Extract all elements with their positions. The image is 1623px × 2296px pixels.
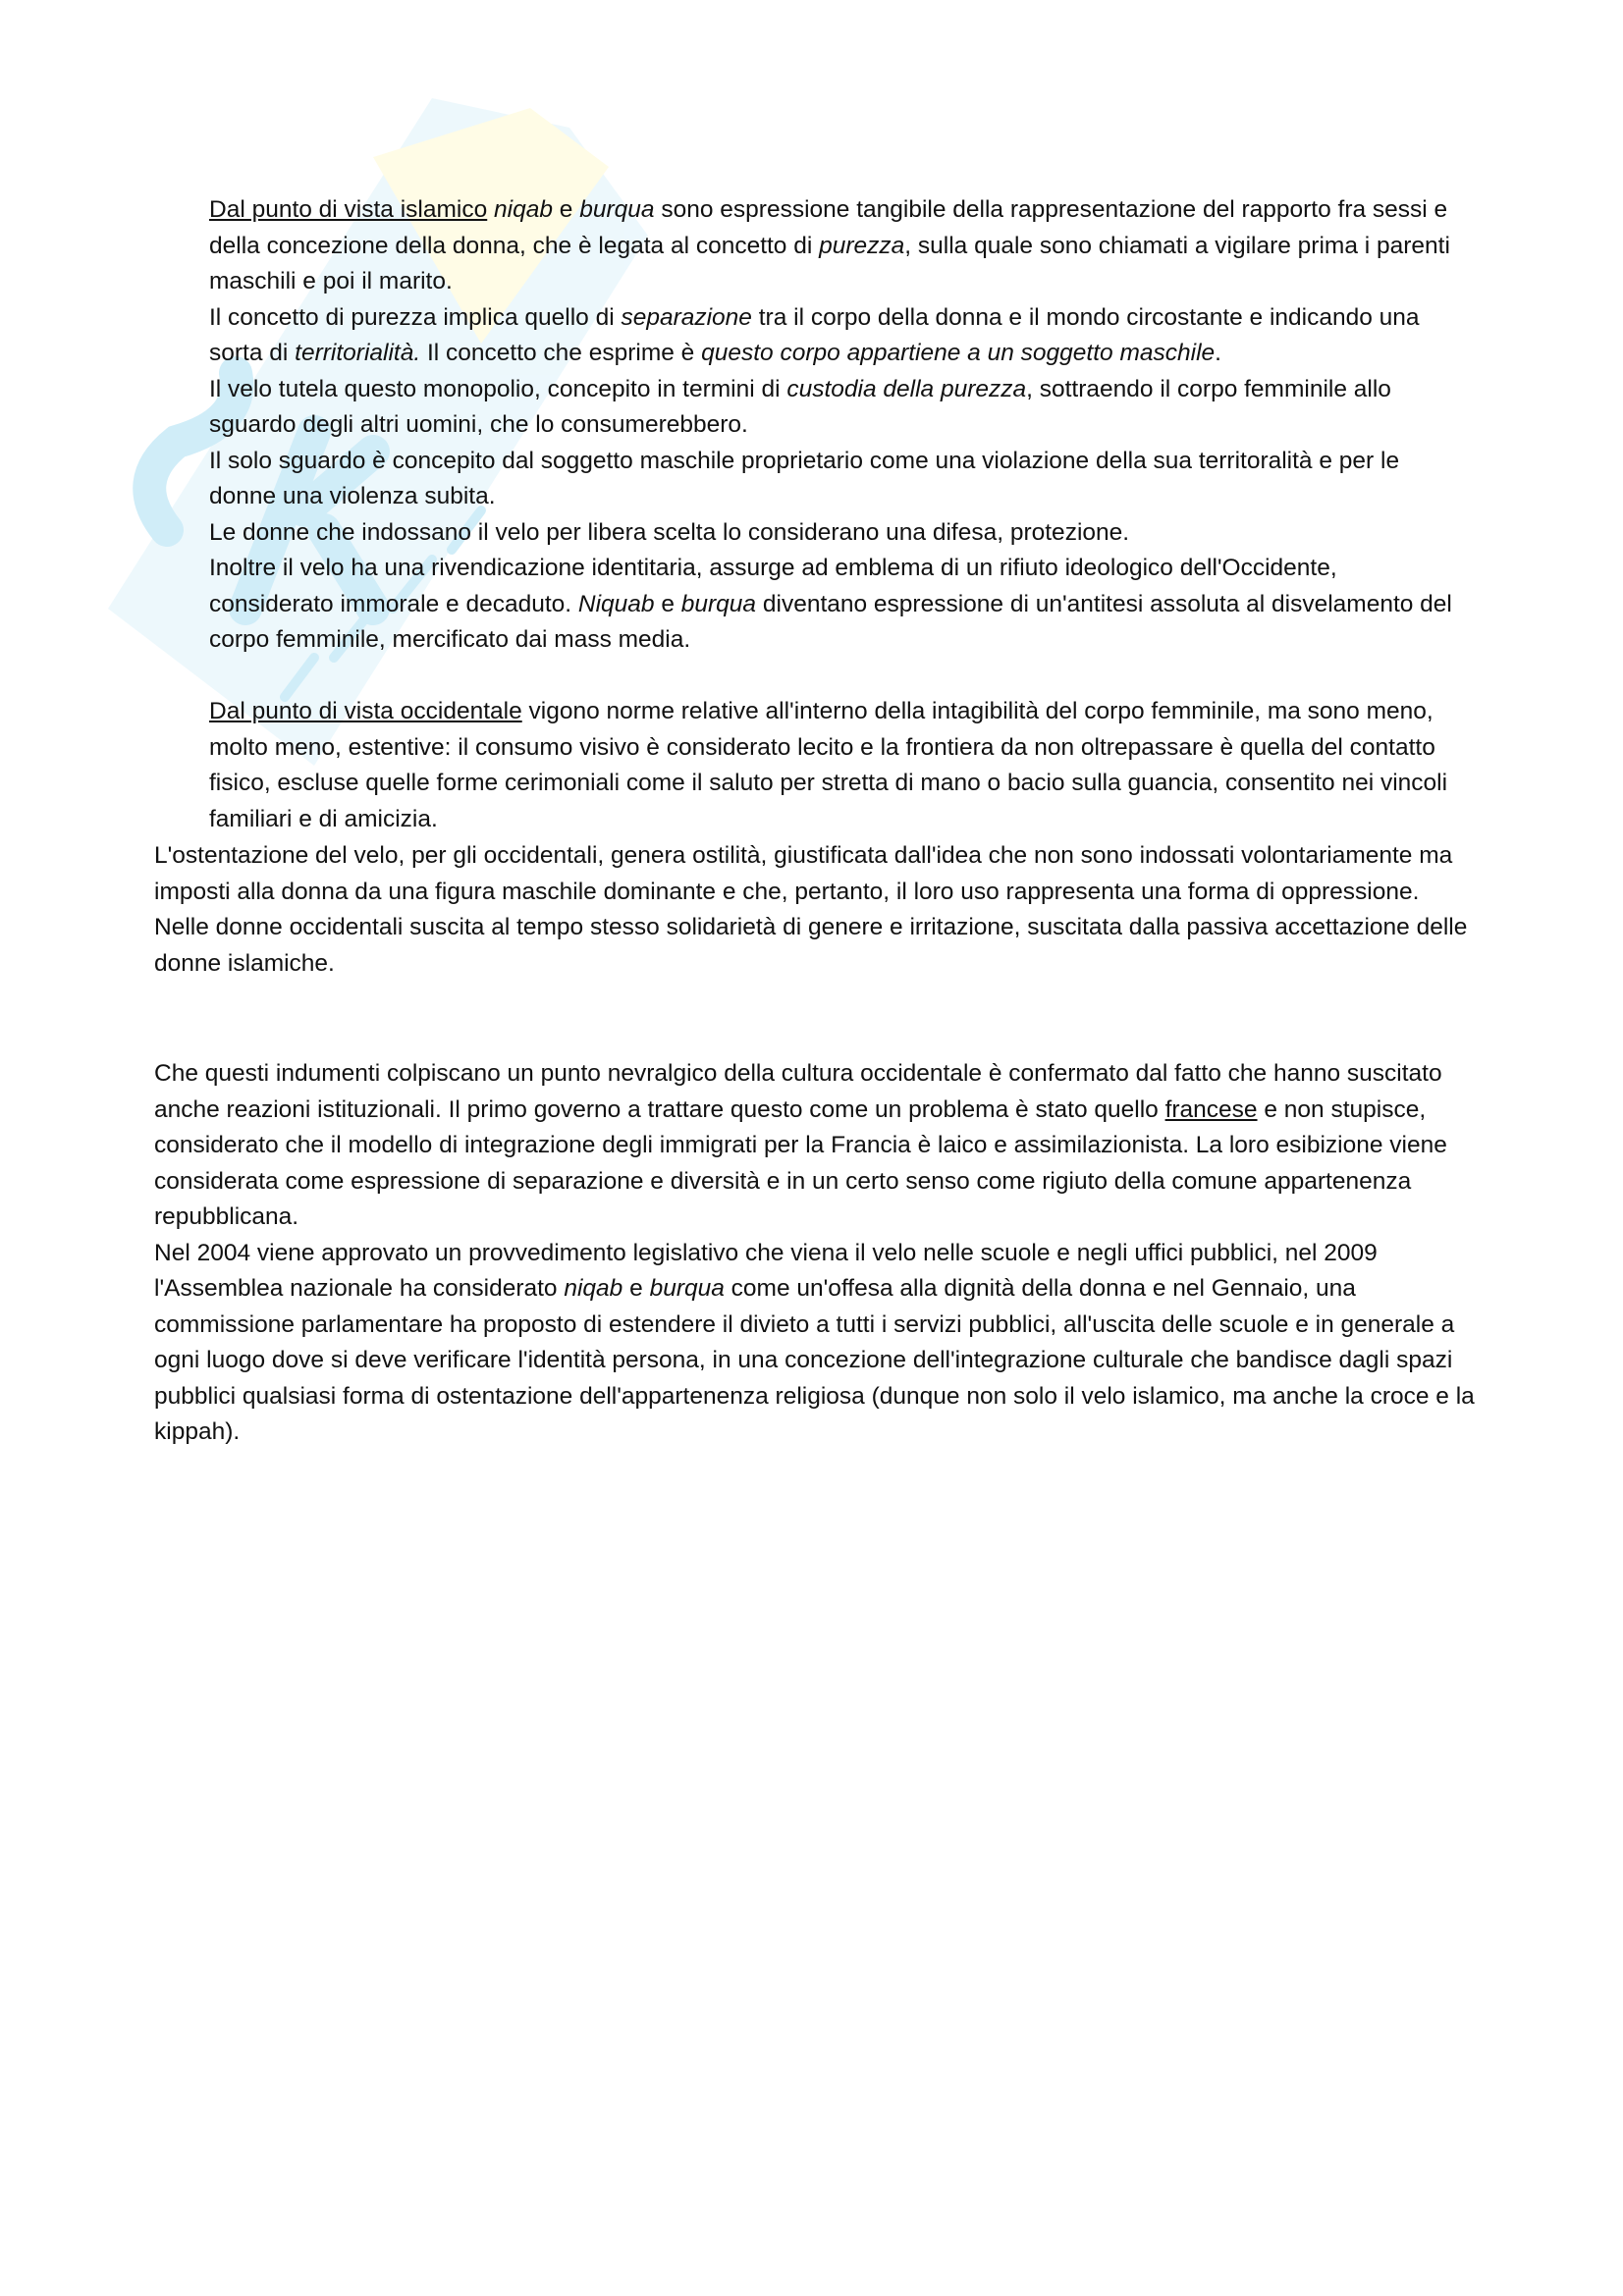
text-run: maschili e poi il marito. [209,268,453,294]
text-line [154,1308,1489,1344]
text-line [209,802,1486,838]
text-run: diventano espressione di un'antitesi assoluta al disvelamento del [756,590,1452,617]
paragraph-ostentation [154,838,1489,982]
text-run: molto meno, estentive: il consumo visivo è considerato lecito e la frontiera da non oltrepassare è quella del contatto [209,733,1435,761]
text-run: imposti alla donna da una figura maschile dominante e che, pertanto, il loro uso rappresenta una forma di oppressione. [154,878,1420,905]
text-run: Le donne che indossano il velo per libera scelta lo considerano una difesa, protezione. [209,518,1130,546]
text-run: L'ostentazione del velo, per gli occidentali, genera ostilità, giustificata dall'idea che non sono indossati volontariamente ma [154,842,1453,869]
text-run: vigono norme relative all'interno della intagibilità del corpo femminile, ma sono meno, [521,698,1434,724]
text-run: come un'offesa alla dignità della donna e nel Gennaio, una [724,1275,1356,1302]
italic-text: questo corpo appartiene a un soggetto maschile [701,340,1216,366]
text-run: sguardo degli altri uomini, che lo consumerebbero. [209,411,748,438]
text-line [209,622,1486,659]
text-line [154,1164,1489,1201]
text-line [209,479,1486,515]
text-line [154,1415,1489,1451]
text-line [154,1271,1489,1308]
text-run: kippah). [154,1418,241,1445]
text-run: e non stupisce, [1257,1095,1427,1123]
text-run: della concezione della donna, che è legata al concetto di [209,232,820,259]
text-line [209,515,1486,552]
text-line [154,1093,1489,1129]
text-line [154,1343,1489,1379]
italic-text: separazione [621,303,752,331]
text-run: , sulla quale sono chiamati a vigilare prima i parenti [904,232,1450,259]
underlined-text: francese [1164,1095,1258,1123]
text-run: l'Assemblea nazionale ha considerato [154,1275,565,1302]
text-line [154,875,1489,911]
text-line [209,229,1486,265]
italic-text: purezza [819,232,905,259]
text-run: e [654,590,681,617]
text-run: , sottraendo il corpo femminile allo [1026,375,1391,402]
text-run: anche reazioni istituzionali. Il primo governo a trattare questo come un problema è stato quello [154,1095,1165,1123]
text-run: corpo femminile, mercificato dai mass media. [209,626,691,653]
text-run: Nel 2004 viene approvato un provvedimento legislativo che viena il velo nelle scuole e negli uffici pubblici, nel 2009 [154,1239,1378,1266]
text-line [209,372,1486,408]
text-run: donne una violenza subita. [209,483,496,509]
text-run: sorta di [209,340,296,366]
italic-text: Niquab [577,590,655,617]
text-run: Inoltre il velo ha una rivendicazione identitaria, assurge ad emblema di un rifiuto ideologico dell'Occidente, [209,555,1337,581]
text-run: considerata come espressione di separazione e diversità e in un certo senso come rigiuto della comune appartenenza [154,1167,1412,1195]
text-line [209,192,1486,229]
bullet-western-view [209,694,1486,837]
italic-text: burqua [649,1275,725,1302]
text-run: considerato immorale e decaduto. [209,590,578,617]
text-run: Il concetto di purezza implica quello di [209,303,622,331]
text-line [209,766,1486,802]
italic-text: burqua [680,590,757,617]
text-run: commissione parlamentare ha proposto di estendere il divieto a tutti i servizi pubblici, all'uscita delle scuole e in generale a [154,1310,1455,1338]
text-run: fisico, escluse quelle forme cerimoniali come il saluto per stretta di mano o bacio sulla guancia, consentito nei vincoli [209,770,1448,796]
text-line [209,264,1486,300]
text-line [154,838,1489,875]
text-run: Che questi indumenti colpiscano un punto nevralgico della cultura occidentale è confermato dal fatto che hanno suscitato [154,1060,1442,1087]
text-line [154,1379,1489,1415]
text-line [209,551,1486,587]
text-run: sono espressione tangibile della rappresentazione del rapporto fra sessi e [654,196,1448,223]
italic-text: custodia della purezza [786,375,1027,402]
text-line [209,730,1486,767]
text-line [209,587,1486,623]
italic-text: niqab [564,1275,623,1302]
text-line [209,444,1486,480]
text-run: considerato che il modello di integrazione degli immigrati per la Francia è laico e assimilazionista. La loro esibizione viene [154,1132,1447,1158]
underlined-text: Dal punto di vista occidentale [209,698,522,724]
text-line [154,910,1489,946]
text-run: Il velo tutela questo monopolio, concepito in termini di [209,375,787,402]
text-run: pubblici qualsiasi forma di ostentazione dell'appartenenza religiosa (dunque non solo il velo islamico, ma anche la croce e la [154,1382,1475,1410]
text-line [154,1200,1489,1236]
text-run: Il solo sguardo è concepito dal soggetto maschile proprietario come una violazione della sua territoralità e per le [209,447,1400,474]
text-line [209,694,1486,730]
paragraph-institutional-reactions [154,1056,1489,1451]
text-line [154,946,1489,983]
italic-text: territorialità. [295,340,421,366]
text-run: . [1215,340,1221,366]
italic-text: burqua [579,196,655,223]
text-run: donne islamiche. [154,949,335,977]
text-run: familiari e di amicizia. [209,805,438,832]
text-run: e [622,1275,650,1302]
text-run: Il concetto che esprime è [420,340,702,366]
text-run: repubblicana. [154,1203,299,1230]
text-line [154,1236,1489,1272]
text-line [154,1056,1489,1093]
text-run: Nelle donne occidentali suscita al tempo stesso solidarietà di genere e irritazione, suscitata dalla passiva accettazione delle [154,914,1468,940]
text-line [154,1128,1489,1164]
text-line [209,300,1486,337]
italic-text: niqab [494,196,553,223]
text-run: ogni luogo dove si deve verificare l'identità persona, in una concezione dell'integrazione culturale che bandisce dagli spazi [154,1347,1453,1373]
underlined-text: Dal punto di vista islamico [209,196,488,223]
text-line [209,336,1486,372]
text-run: e [553,196,580,223]
bullet-islamic-view [209,192,1486,659]
text-run: tra il corpo della donna e il mondo circostante e indicando una [751,303,1420,331]
text-line [209,407,1486,444]
